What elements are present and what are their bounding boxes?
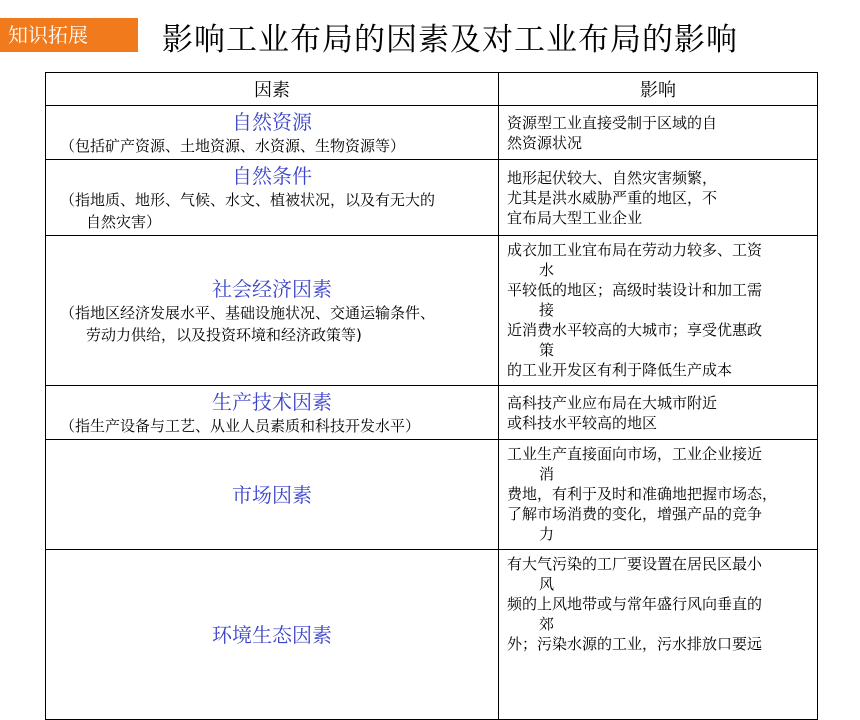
- table-row: [46, 106, 818, 160]
- effect-line-wrap: 水: [539, 261, 555, 279]
- table-row: [46, 386, 818, 440]
- factor-cell: [46, 160, 499, 236]
- effect-line-wrap: 接: [539, 301, 555, 319]
- effect-line: 频的上风地带或与常年盛行风向垂直的: [507, 595, 763, 613]
- factor-description: （指地质、地形、气候、水文、植被状况，以及有无大的: [60, 190, 436, 209]
- factor-cell: [46, 386, 499, 440]
- table-row: [46, 160, 818, 236]
- effect-cell: [499, 440, 818, 550]
- effect-line: 资源型工业直接受制于区域的自: [507, 113, 718, 132]
- table-row: [46, 440, 818, 550]
- knowledge-extension-badge: 知识拓展: [0, 18, 138, 52]
- factor-description-cont: 自然灾害）: [86, 212, 162, 231]
- factor-name: 环境生态因素: [212, 622, 332, 647]
- effect-line-wrap: 郊: [539, 615, 555, 633]
- effect-line: 平较低的地区；高级时装设计和加工需: [507, 281, 763, 299]
- effect-line: 成衣加工业宜布局在劳动力较多、工资: [507, 241, 763, 259]
- factor-cell: [46, 550, 499, 720]
- effect-line: 有大气污染的工厂要设置在居民区最小: [507, 555, 763, 573]
- column-header-effect: 影响: [499, 73, 818, 106]
- effect-cell: [499, 386, 818, 440]
- effect-line: 了解市场消费的变化，增强产品的竞争: [507, 505, 763, 523]
- table-header-row: [46, 73, 818, 106]
- column-header-factor: 因素: [46, 73, 499, 106]
- effect-line: 工业生产直接面向市场，工业企业接近: [507, 445, 763, 463]
- factor-name: 生产技术因素: [212, 389, 332, 414]
- factor-cell: [46, 236, 499, 386]
- effect-line: 尤其是洪水威胁严重的地区，不: [507, 188, 718, 207]
- effect-cell: [499, 160, 818, 236]
- effect-line: 外；污染水源的工业，污水排放口要远: [507, 635, 763, 653]
- factor-description-cont: 劳动力供给，以及投资环境和经济政策等): [86, 325, 362, 344]
- effect-line: 近消费水平较高的大城市；享受优惠政: [507, 321, 763, 339]
- factor-description: （包括矿产资源、土地资源、水资源、生物资源等）: [60, 136, 406, 155]
- page-title: 影响工业布局的因素及对工业布局的影响: [162, 22, 738, 58]
- effect-line-wrap: 风: [539, 575, 555, 593]
- effect-line: 费地，有利于及时和准确地把握市场态，: [507, 485, 778, 503]
- effect-line: 然资源状况: [507, 133, 583, 152]
- effect-line: 或科技水平较高的地区: [507, 413, 658, 432]
- effect-line-wrap: 消: [539, 465, 555, 483]
- factor-name: 市场因素: [232, 482, 312, 507]
- factor-description: （指生产设备与工艺、从业人员素质和科技开发水平）: [60, 416, 421, 435]
- factor-name: 自然条件: [232, 163, 312, 188]
- effect-line: 高科技产业应布局在大城市附近: [507, 393, 718, 412]
- effect-cell: [499, 550, 818, 720]
- factor-name: 自然资源: [232, 109, 312, 134]
- table-row: [46, 236, 818, 386]
- effect-line: 地形起伏较大、自然灾害频繁，: [507, 168, 718, 187]
- table-row: [46, 550, 818, 720]
- effect-cell: [499, 236, 818, 386]
- factor-cell: [46, 106, 499, 160]
- factor-name: 社会经济因素: [212, 276, 332, 301]
- factor-cell: [46, 440, 499, 550]
- factor-table: [45, 72, 818, 720]
- effect-cell: [499, 106, 818, 160]
- factor-description: （指地区经济发展水平、基础设施状况、交通运输条件、: [60, 303, 436, 322]
- effect-line: 宜布局大型工业企业: [507, 208, 643, 227]
- effect-line: 的工业开发区有利于降低生产成本: [507, 361, 733, 379]
- effect-line-wrap: 策: [539, 341, 555, 359]
- effect-line-wrap: 力: [539, 525, 555, 543]
